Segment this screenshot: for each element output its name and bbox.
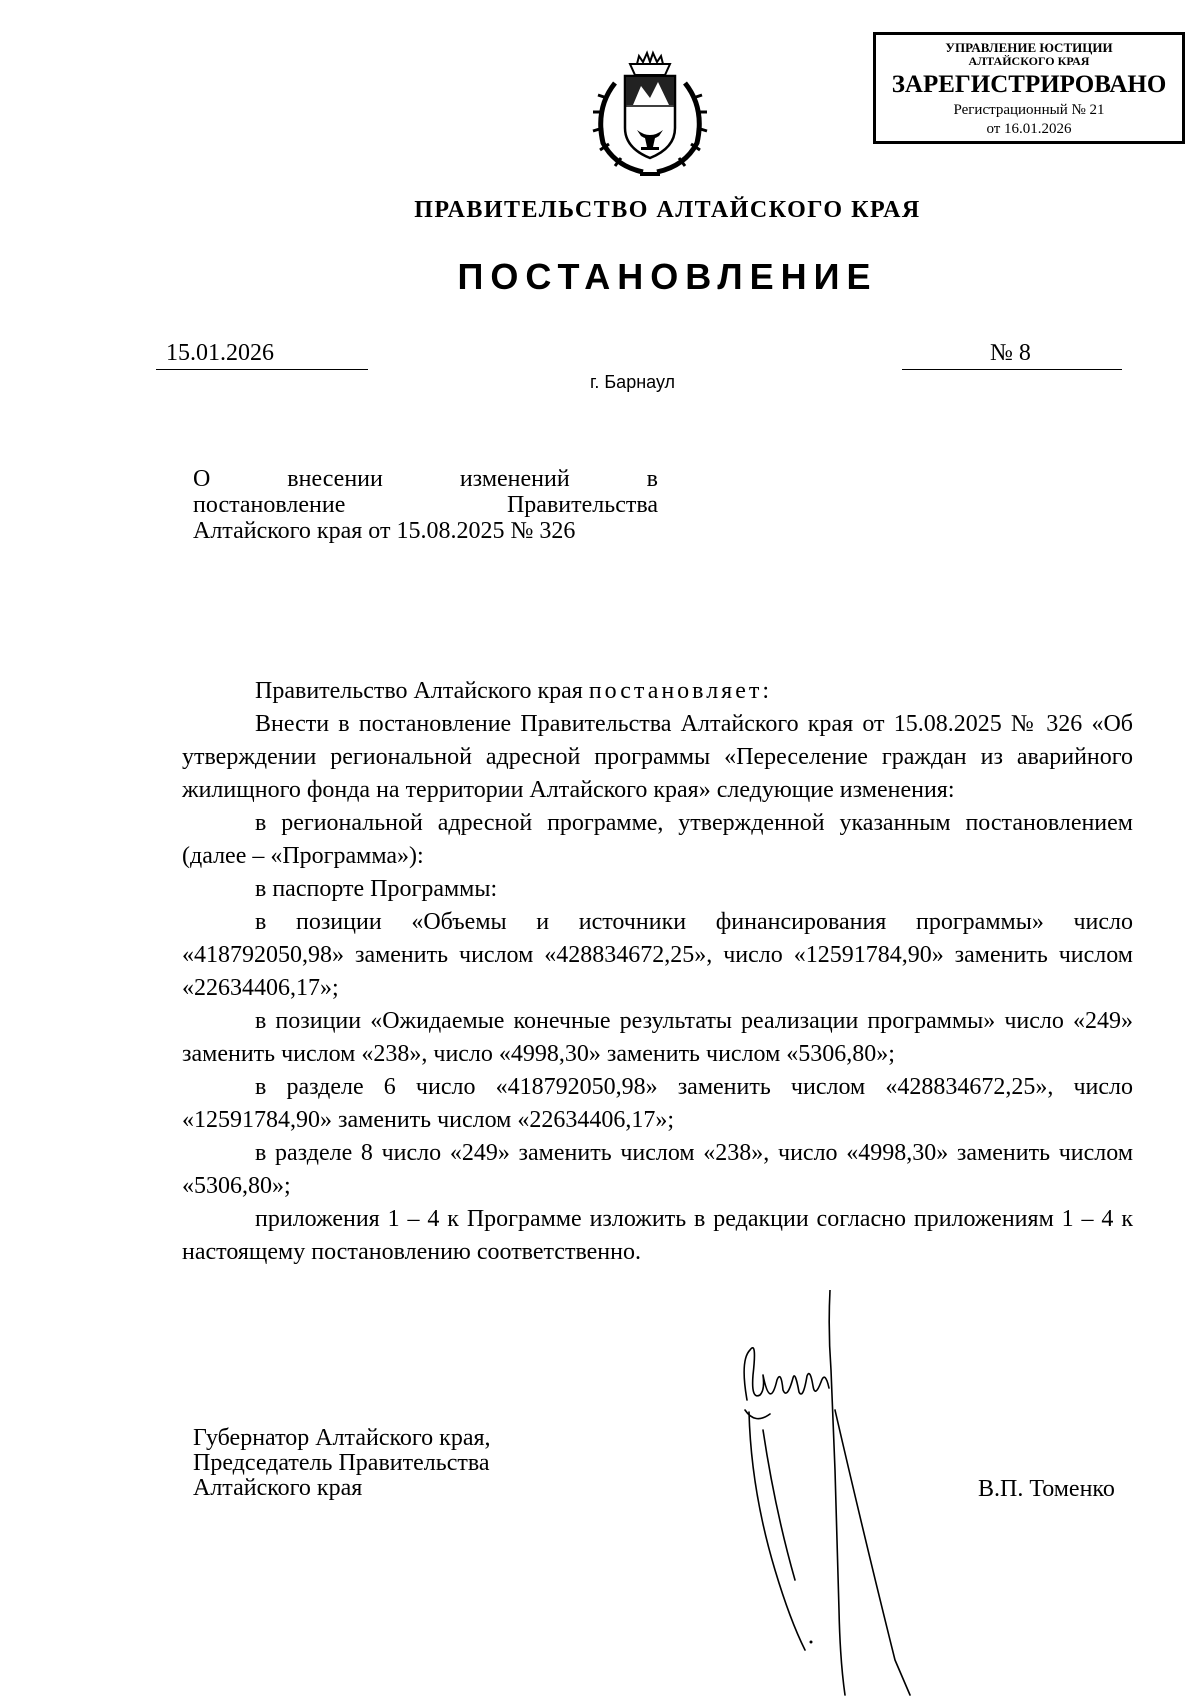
registration-stamp bbox=[873, 32, 1185, 144]
resolution-verb: постановляет: bbox=[588, 678, 773, 704]
subject-line: постановление Правительства bbox=[193, 492, 658, 518]
body-paragraph: в позиции «Ожидаемые конечные результаты реализации программы» число «249» заменить числом «238», число «4998,30» заменить числом «5306,80»; bbox=[182, 1008, 1133, 1067]
body-paragraph: в региональной адресной программе, утвержденной указанным постановлением (далее – «Программа»): bbox=[182, 810, 1133, 869]
body-paragraph: в разделе 8 число «249» заменить числом «238», число «4998,30» заменить числом «5306,80»; bbox=[182, 1140, 1133, 1199]
document-number: № 8 bbox=[990, 340, 1031, 366]
signature-image bbox=[735, 1290, 935, 1696]
body-paragraph-resolves bbox=[182, 675, 1133, 708]
subject-line: Алтайского края от 15.08.2025 № 326 bbox=[193, 518, 576, 544]
body-paragraph: приложения 1 – 4 к Программе изложить в редакции согласно приложениям 1 – 4 к настоящему постановлению соответственно. bbox=[182, 1206, 1133, 1265]
stamp-reg-date: от 16.01.2026 bbox=[986, 121, 1072, 137]
signer-name: В.П. Томенко bbox=[978, 1476, 1115, 1502]
signer-title-line: Алтайского края bbox=[193, 1475, 363, 1501]
body-paragraph: в разделе 6 число «418792050,98» заменить числом «428834672,25», число «12591784,90» заменить числом «22634406,17»; bbox=[182, 1074, 1133, 1133]
stamp-reg-number: Регистрационный № 21 bbox=[953, 102, 1105, 118]
signer-title-line: Губернатор Алтайского края, bbox=[193, 1425, 491, 1451]
date-underline bbox=[156, 369, 368, 370]
body-paragraph: в позиции «Объемы и источники финансирования программы» число «418792050,98» заменить числом «428834672,25», число «12591784,90» заменить числом «22634406,17»; bbox=[182, 909, 1133, 1001]
signer-title-line: Председатель Правительства bbox=[193, 1450, 490, 1476]
resolution-lead: Правительство Алтайского края bbox=[255, 678, 589, 704]
document-city: г. Барнаул bbox=[590, 372, 676, 392]
issuing-authority: ПРАВИТЕЛЬСТВО АЛТАЙСКОГО КРАЯ bbox=[414, 197, 921, 223]
subject-line: О внесении изменений в bbox=[193, 466, 658, 492]
document-date: 15.01.2026 bbox=[166, 340, 274, 366]
body-paragraph: Внести в постановление Правительства Алтайского края от 15.08.2025 № 326 «Об утверждении региональной адресной программы «Переселение граждан из аварийного жилищного фонда на территории Алтайского края» следующие изменения: bbox=[182, 711, 1133, 803]
body-paragraph: в паспорте Программы: bbox=[255, 876, 498, 902]
document-subject bbox=[193, 466, 658, 544]
signer-title bbox=[193, 1426, 491, 1501]
stamp-department: УПРАВЛЕНИЕ ЮСТИЦИИ bbox=[945, 40, 1113, 55]
stamp-department-region: АЛТАЙСКОГО КРАЯ bbox=[968, 54, 1090, 68]
number-underline bbox=[902, 369, 1122, 370]
document-body bbox=[182, 675, 1133, 1269]
stamp-title: ЗАРЕГИСТРИРОВАНО bbox=[891, 71, 1167, 98]
document-type: ПОСТАНОВЛЕНИЕ bbox=[457, 256, 878, 297]
coat-of-arms-icon bbox=[585, 48, 715, 180]
